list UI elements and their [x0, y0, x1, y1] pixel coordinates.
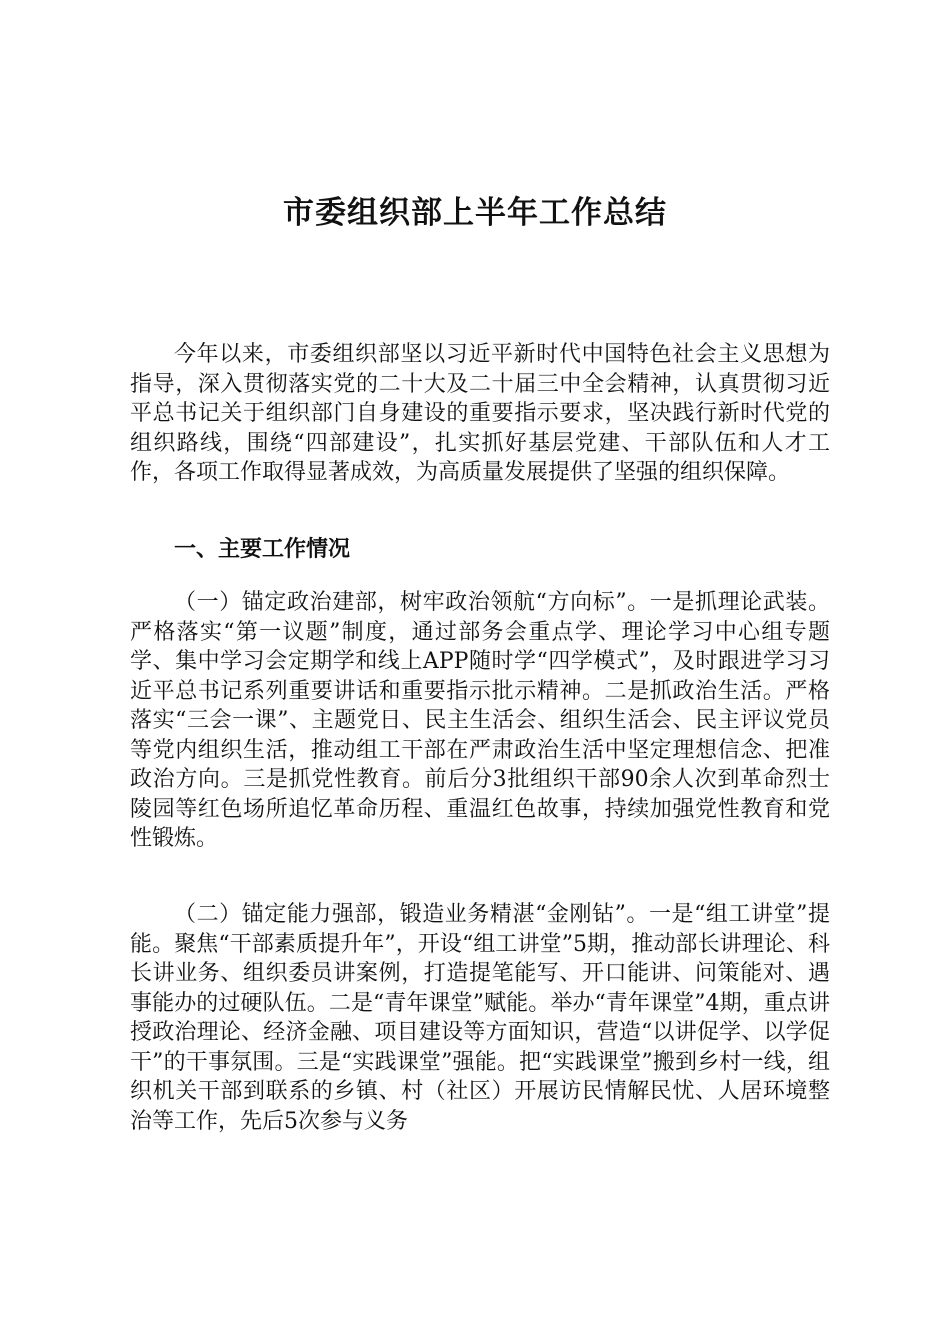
section-heading-main-work: 一、主要工作情况 [174, 537, 351, 562]
paragraph-capability-building: （二）锚定能力强部，锻造业务精湛“金刚钻”。一是“组工讲堂”提能。聚焦“干部素质提升年”，开设“组工讲堂”5期，推动部长讲理论、科长讲业务、组织委员讲案例，打造提笔能写、开口能讲、问策能对、遇事能办的过硬队伍。二是“青年课堂”赋能。举办“青年课堂”4期，重点讲授政治理论、经济金融、项目建设等方面知识，营造“以讲促学、以学促干”的干事氛围。三是“实践课堂”强能。把“实践课堂”搬到乡村一线，组织机关干部到联系的乡镇、村（社区）开展访民情解民忧、人居环境整治等工作，先后5次参与义务 [130, 902, 830, 1134]
document-title: 市委组织部上半年工作总结 [283, 194, 667, 231]
paragraph-political-building: （一）锚定政治建部，树牢政治领航“方向标”。一是抓理论武装。严格落实“第一议题”制度，通过部务会重点学、理论学习中心组专题学、集中学习会定期学和线上APP随时学“四学模式”，及时跟进学习习近平总书记系列重要讲话和重要指示批示精神。二是抓政治生活。严格落实“三会一课”、主题党日、民主生活会、组织生活会、民主评议党员等党内组织生活，推动组工干部在严肃政治生活中坚定理想信念、把准政治方向。三是抓党性教育。前后分3批组织干部90余人次到革命烈士陵园等红色场所追忆革命历程、重温红色故事，持续加强党性教育和党性锻炼。 [130, 590, 830, 851]
intro-paragraph: 今年以来，市委组织部坚以习近平新时代中国特色社会主义思想为指导，深入贯彻落实党的二十大及二十届三中全会精神，认真贯彻习近平总书记关于组织部门自身建设的重要指示要求，坚决践行新时代党的组织路线，围绕“四部建设”，扎实抓好基层党建、干部队伍和人才工作，各项工作取得显著成效，为高质量发展提供了坚强的组织保障。 [130, 342, 830, 485]
